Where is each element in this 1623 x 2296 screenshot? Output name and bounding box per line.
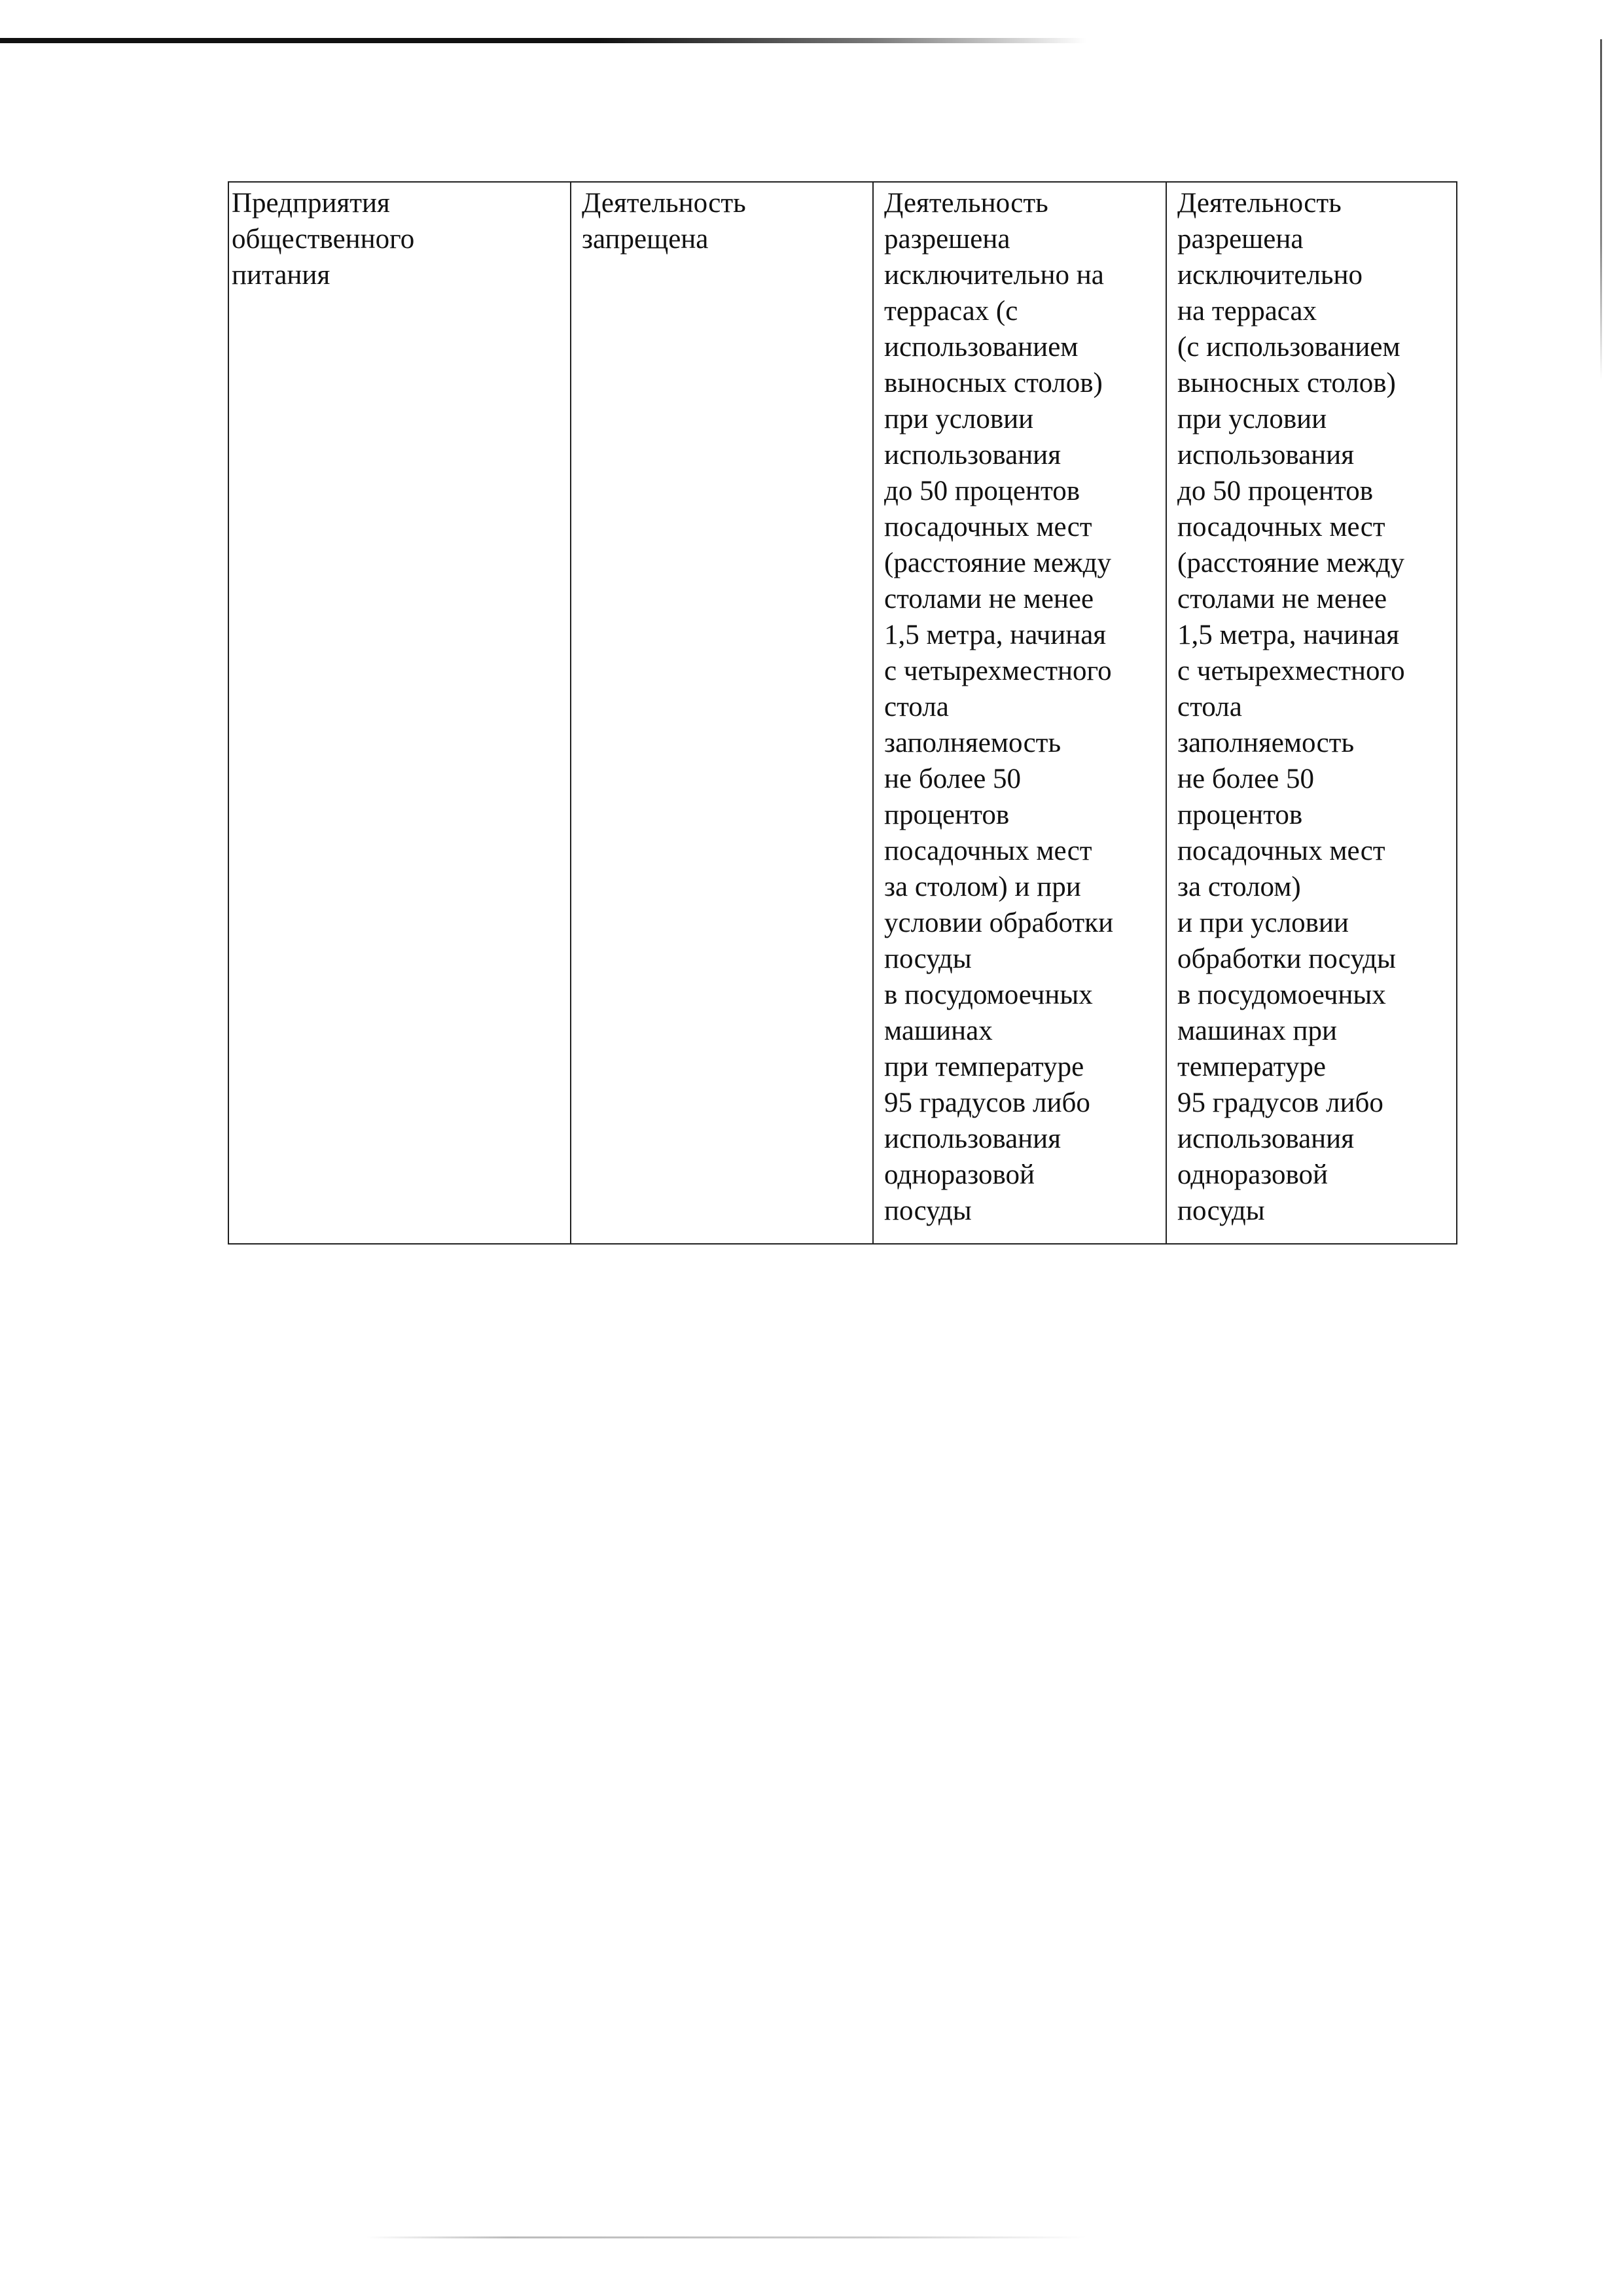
regulation-table bbox=[228, 181, 1457, 1245]
cell-status-column-4: Деятельность разрешена исключительно на террасах (с использованием выносных столов) при условии использования до 50 процентов посадочных мест (расстояние между столами не менее 1,5 метра, начиная с четырехместного стола заполняемость не более 50 процентов посадочных мест за столом) и при условии обработки посуды в посудомоечных машинах при температуре 95 градусов либо использования одноразовой посуды bbox=[1166, 182, 1457, 1244]
cell-status-column-2: Деятельность запрещена bbox=[571, 182, 873, 1244]
scan-right-edge-line bbox=[1600, 39, 1602, 380]
scan-top-border-line bbox=[0, 38, 1086, 43]
table-row bbox=[228, 182, 1457, 1244]
cell-status-column-3: Деятельность разрешена исключительно на террасах (с использованием выносных столов) при условии использования до 50 процентов посадочных мест (расстояние между столами не менее 1,5 метра, начиная с четырехместного стола заполняемость не более 50 процентов посадочных мест за столом) и при условии обработки посуды в посудомоечных машинах при температуре 95 градусов либо использования одноразовой посуды bbox=[873, 182, 1166, 1244]
scan-bottom-smudge bbox=[366, 2236, 1086, 2238]
cell-category: Предприятия общественного питания bbox=[228, 182, 571, 1244]
